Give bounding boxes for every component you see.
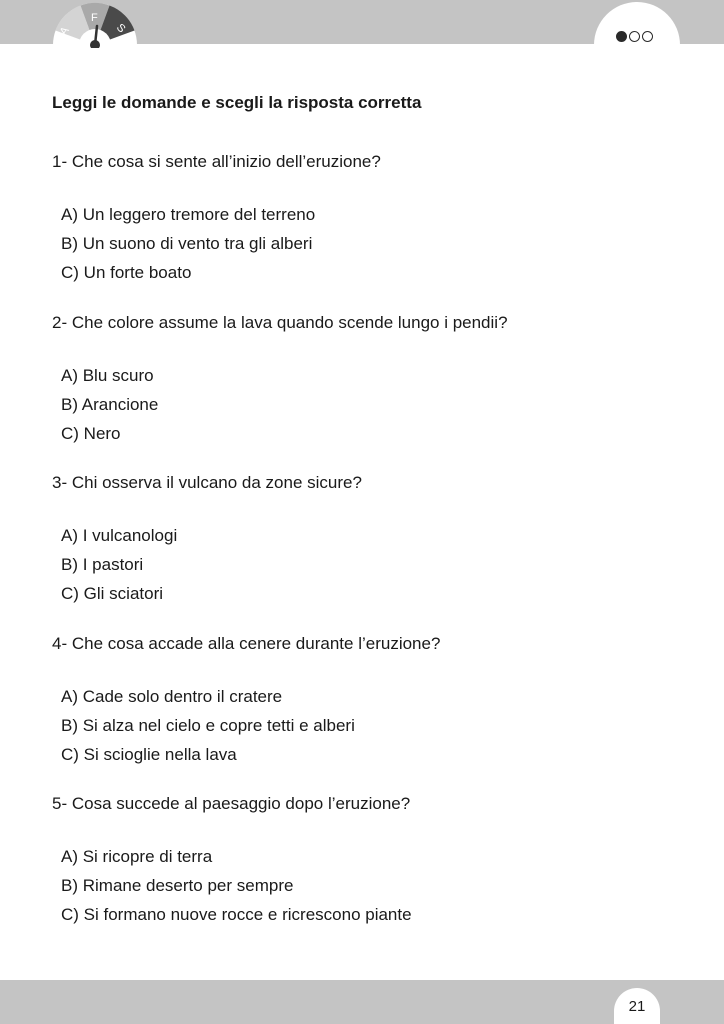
answer-option: A) Cade solo dentro il cratere xyxy=(61,687,283,706)
gauge-letter-a: A xyxy=(57,24,72,38)
answer-option: A) I vulcanologi xyxy=(61,526,178,545)
progress-dot-icon xyxy=(642,31,653,42)
answer-option: C) Si formano nuove rocce e ricrescono piante xyxy=(61,905,412,924)
progress-dots xyxy=(616,29,653,43)
page-number: 21 xyxy=(628,998,646,1015)
answer-option: C) Gli sciatori xyxy=(61,584,164,603)
progress-dot-icon xyxy=(629,31,640,42)
answer-option: C) Un forte boato xyxy=(61,263,192,282)
question-text: 3- Chi osserva il vulcano da zone sicure? xyxy=(52,473,362,492)
answer-option: B) Arancione xyxy=(61,395,159,414)
answer-option: B) Si alza nel cielo e copre tetti e alberi xyxy=(61,716,355,735)
question-text: 1- Che cosa si sente all’inizio dell’eruzione? xyxy=(52,152,381,171)
question-text: 4- Che cosa accade alla cenere durante l’eruzione? xyxy=(52,634,441,653)
question-text: 5- Cosa succede al paesaggio dopo l’eruzione? xyxy=(52,794,411,813)
instruction-heading: Leggi le domande e scegli la risposta corretta xyxy=(52,93,422,112)
answer-option: C) Si scioglie nella lava xyxy=(61,745,237,764)
answer-option: B) Rimane deserto per sempre xyxy=(61,876,294,895)
difficulty-gauge-icon xyxy=(52,2,138,48)
gauge-letter-s: S xyxy=(113,21,128,36)
question-text: 2- Che colore assume la lava quando scende lungo i pendii? xyxy=(52,313,508,332)
answer-option: A) Un leggero tremore del terreno xyxy=(61,205,316,224)
answer-option: B) Un suono di vento tra gli alberi xyxy=(61,234,313,253)
answer-option: A) Si ricopre di terra xyxy=(61,847,213,866)
answer-option: A) Blu scuro xyxy=(61,366,154,385)
answer-option: B) I pastori xyxy=(61,555,144,574)
gauge-letter-f: F xyxy=(91,12,98,24)
progress-dot-icon xyxy=(616,31,627,42)
answer-option: C) Nero xyxy=(61,424,121,443)
